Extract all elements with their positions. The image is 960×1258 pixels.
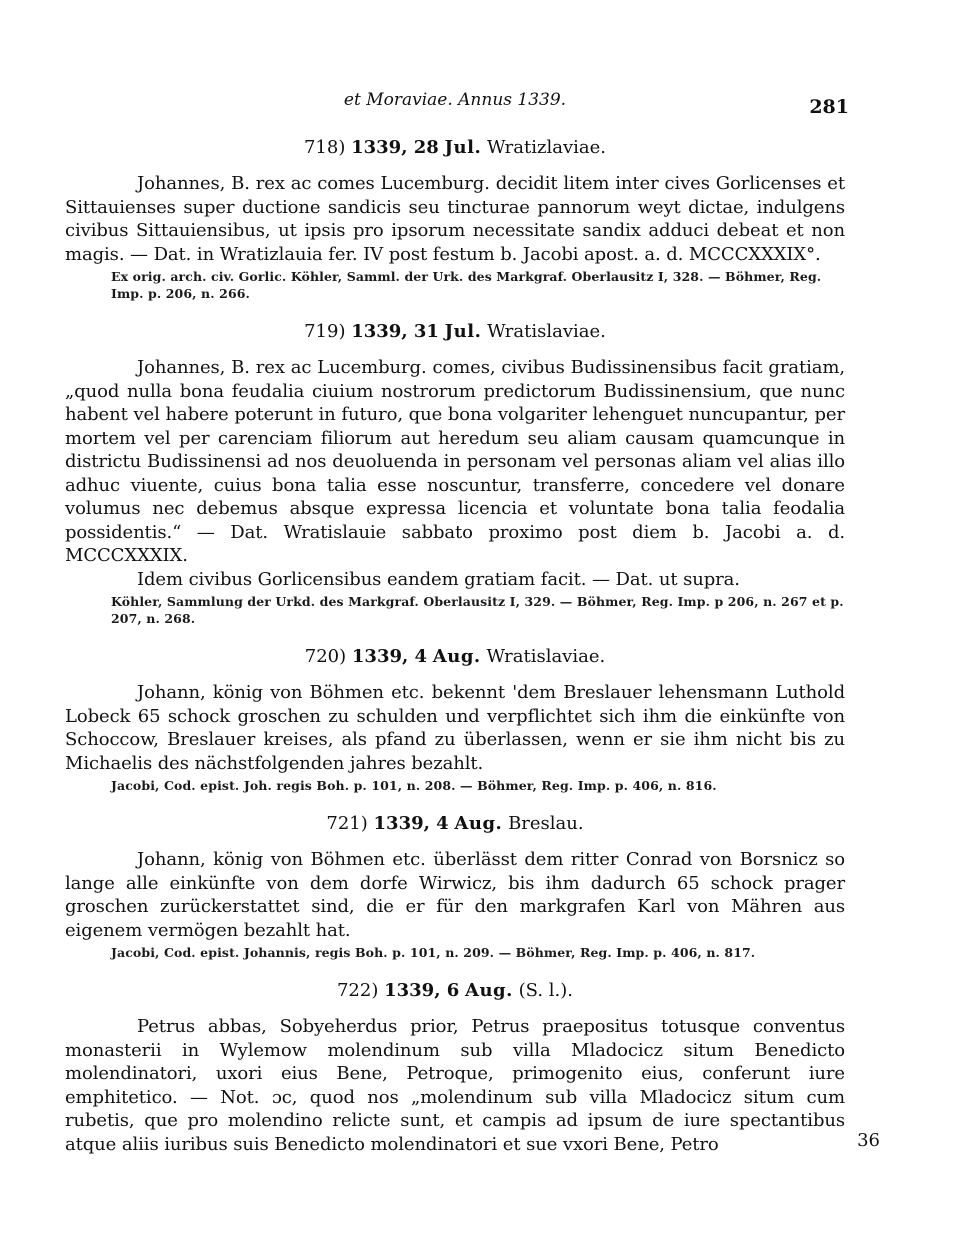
entry-heading	[65, 645, 845, 669]
entry-date: 1339, 4	[351, 646, 428, 667]
entry-text: Petrus abbas, Sobyeherdus prior, Petrus praepositus totusque conventus monasterii in Wylemow molendinum sub villa Mladocicz situm Benedicto molendinatori, uxori eius Bene, Petroque, primogenito eius, conferunt iure emphitetico. — Not. ɔc, quod nos „molendinum sub villa Mladocicz situm cum rubetis, que pro molendino relicte sunt, et campis ad ipsum de iure spectantibus atque aliis iuribus suis Benedicto molendinatori et sue vxori Bene, Petro	[65, 1016, 845, 1155]
entry-heading	[65, 320, 845, 344]
entry-month: Aug.	[464, 980, 513, 1001]
entry-place: Wratislaviae.	[486, 646, 606, 667]
entry-number: 721)	[326, 813, 368, 834]
entry-720	[65, 645, 845, 794]
entry-heading	[65, 136, 845, 160]
entry-place: Wratislaviae.	[487, 321, 606, 342]
entry-text: Johannes, B. rex ac Lucemburg. comes, civibus Budissinensibus facit gratiam, „quod nulla bona feudalia ciuium nostrorum predictorum Budissinensium, que nunc habent vel habere poterunt in futuro, que bona volgariter lehenguet nuncupantur, per mortem vel per carenciam filiorum aut heredum seu aliam causam quamcunque in districtu Budissinensi ad nos deuoluenda in personam vel personas aliam vel alias illo adhuc viuente, cuius bona talia esse noscuntur, transferre, concedere vel donare volumus nec debemus absque expressa licencia et voluntate bona talia feodalia possidentis.“ — Dat. Wratislauie sabbato proximo post diem b. Jacobi a. d. MCCCXXXIX.	[65, 357, 845, 566]
entry-722	[65, 979, 845, 1156]
entry-721	[65, 812, 845, 961]
entry-month: Jul.	[444, 321, 482, 342]
entry-number: 720)	[304, 646, 347, 667]
entry-text: Johannes, B. rex ac comes Lucemburg. decidit litem inter cives Gorlicenses et Sittauienses super ductione sandicis seu tincturae pannorum weyt dictae, indulgens civibus Sittauiensibus, ut ipsis pro ipsorum necessitate sandix adduci debeat et non magis. — Dat. in Wratizlauia fer. IV post festum b. Jacobi apost. a. d. MCCCXXXIX°.	[65, 173, 845, 265]
entry-718	[65, 136, 845, 302]
entry-number: 722)	[336, 980, 379, 1001]
entry-month: Aug.	[454, 813, 503, 834]
entry-month: Jul.	[444, 137, 482, 158]
entry-place: Breslau.	[508, 813, 584, 834]
source-note: Ex orig. arch. civ. Gorlic. Köhler, Samml. der Urk. des Markgraf. Oberlausitz I, 328. — Böhmer, Reg. Imp. p. 206, n. 266.	[111, 269, 822, 301]
entry-heading	[65, 812, 845, 836]
signature-mark: 36	[857, 1130, 880, 1151]
entry-number: 719)	[304, 321, 346, 342]
document-page	[65, 88, 849, 1156]
entry-heading	[65, 979, 845, 1003]
entry-month: Aug.	[432, 646, 481, 667]
entry-date: 1339, 28	[351, 137, 439, 158]
entry-date: 1339, 4	[373, 813, 449, 834]
entry-date: 1339, 31	[351, 321, 439, 342]
entry-place: (S. l.).	[518, 980, 574, 1001]
source-note: Köhler, Sammlung der Urkd. des Markgraf. Oberlausitz I, 329. — Böhmer, Reg. Imp. p 206, n. 267 et p. 207, n. 268.	[111, 594, 844, 626]
entry-place: Wratizlaviae.	[486, 137, 607, 158]
entry-text: Johann, könig von Böhmen etc. bekennt 'dem Breslauer lehensmann Luthold Lobeck 65 schock groschen zu schulden und verpflichtet sich ihm die einkünfte von Schoccow, Breslauer kreises, als pfand zu überlassen, wenn er sie ihm nicht bis zu Michaelis des nächstfolgenden jahres bezahlt.	[65, 682, 845, 774]
entry-719	[65, 320, 845, 627]
page-number: 281	[809, 96, 849, 118]
source-note: Jacobi, Cod. epist. Johannis, regis Boh. p. 101, n. 209. — Böhmer, Reg. Imp. p. 406, n. 817.	[111, 945, 756, 960]
running-header	[65, 88, 849, 128]
running-title: et Moraviae. Annus 1339.	[343, 90, 567, 110]
source-note: Jacobi, Cod. epist. Joh. regis Boh. p. 101, n. 208. — Böhmer, Reg. Imp. p. 406, n. 816.	[111, 778, 717, 793]
entry-number: 718)	[303, 137, 346, 158]
entry-text-continued: Idem civibus Gorlicensibus eandem gratiam facit. — Dat. ut supra.	[137, 568, 740, 590]
entry-text: Johann, könig von Böhmen etc. überlässt dem ritter Conrad von Borsnicz so lange alle einkünfte von dem dorfe Wirwicz, bis ihm dadurch 65 schock prager groschen zurückerstattet sind, die er für den markgrafen Karl von Mähren aus eigenem vermögen bezahlt hat.	[65, 849, 845, 941]
entry-date: 1339, 6	[384, 980, 460, 1001]
